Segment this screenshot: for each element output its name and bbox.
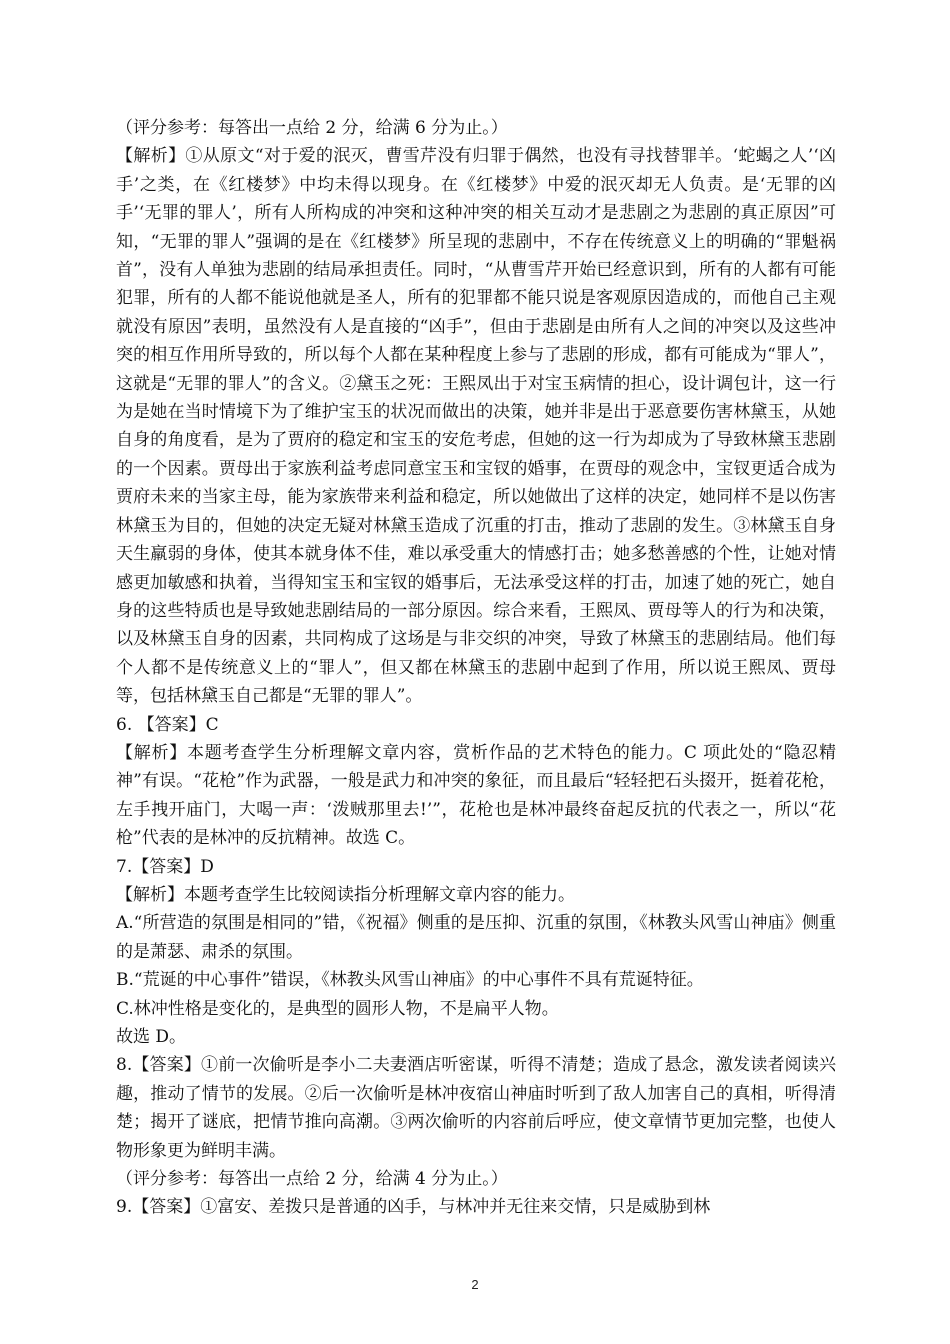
page-number: 2: [471, 1277, 479, 1292]
analysis-q7-option-b: B.“荒诞的中心事件”错误，《林教头风雪山神庙》的中心事件不具有荒诞特征。: [116, 970, 704, 991]
answer-q8: 8.【答案】①前一次偷听是李小二夫妻酒店听密谋，听得不清楚；造成了悬念，激发读者阅读兴趣，推动了情节的发展。②后一次偷听是林冲夜宿山神庙时听到了敌人加害自己的真相，听得清楚；揭开了谜底，把情节推向高潮。③两次偷听的内容前后呼应，使文章情节更加完整，也使人物形象更为鲜明丰满。: [116, 1055, 836, 1161]
answer-q7: 7.【答案】D: [116, 856, 214, 877]
document-body: [116, 114, 836, 1222]
scoring-note-q8: （评分参考：每答出一点给 2 分，给满 4 分为止。）: [116, 1169, 508, 1190]
analysis-q6: 【解析】本题考查学生分析理解文章内容，赏析作品的艺术特色的能力。C 项此处的“隐忍精神”有误。“花枪”作为武器，一般是武力和冲突的象征，而且最后“轻轻把石头掇开，挺着花枪，左手拽开庙门，大喝一声：‘泼贼那里去!’”，花枪也是林冲最终奋起反抗的代表之一，所以“花枪”代表的是林冲的反抗精神。故选 C。: [116, 742, 836, 849]
conclusion-q7: 故选 D。: [116, 1027, 187, 1047]
analysis-q5: 【解析】①从原文“对于爱的泯灭，曹雪芹没有归罪于偶然，也没有寻找替罪羊。‘蛇蝎之人’‘凶手’之类，在《红楼梦》中均未得以现身。在《红楼梦》中爱的泯灭却无人负责。是‘无罪的凶手’‘无罪的罪人’，所有人所构成的冲突和这种冲突的相关互动才是悲剧之为悲剧的真正原因”可知，“无罪的罪人”强调的是在《红楼梦》所呈现的悲剧中，不存在传统意义上的明确的“罪魁祸首”，没有人单独为悲剧的结局承担责任。同时，“从曹雪芹开始已经意识到，所有的人都有可能犯罪，所有的人都不能说他就是圣人，所有的犯罪都不能只说是客观原因造成的，而他自己主观就没有原因”表明，虽然没有人是直接的“凶手”，但由于悲剧是由所有人之间的冲突以及这些冲突的相互作用所导致的，所以每个人都在某种程度上参与了悲剧的形成，都有可能成为“罪人”，这就是“无罪的罪人”的含义。②黛玉之死：王熙凤出于对宝玉病情的担心，设计调包计，这一行为是她在当时情境下为了维护宝玉的状况而做出的决策，她并非是出于恶意要伤害林黛玉，从她自身的角度看，是为了贾府的稳定和宝玉的安危考虑，但她的这一行为却成为了导致林黛玉悲剧的一个因素。贾母出于家族利益考虑同意宝玉和宝钗的婚事，在贾母的观念中，宝钗更适合成为贾府未来的当家主母，能为家族带来利益和稳定，所以她做出了这样的决定，她同样不是以伤害林黛玉为目的，但她的决定无疑对林黛玉造成了沉重的打击，推动了悲剧的发生。③林黛玉自身天生羸弱的身体，使其本就身体不佳，难以承受重大的情感打击；她多愁善感的个性，让她对情感更加敏感和执着，当得知宝玉和宝钗的婚事后，无法承受这样的打击，加速了她的死亡，她自身的这些特质也是导致她悲剧结局的一部分原因。综合来看，王熙凤、贾母等人的行为和决策，以及林黛玉自身的因素，共同构成了这场是与非交织的冲突，导致了林黛玉的悲剧结局。他们每个人都不是传统意义上的“罪人”，但又都在林黛玉的悲剧中起到了作用，所以说王熙凤、贾母等，包括林黛玉自己都是“无罪的罪人”。: [116, 146, 836, 707]
analysis-q7-option-c: C.林冲性格是变化的，是典型的圆形人物，不是扁平人物。: [116, 998, 559, 1019]
answer-q6: 6. 【答案】C: [116, 714, 219, 735]
answer-q9: 9.【答案】①富安、差拨只是普通的凶手，与林冲并无往来交情，只是威胁到林: [116, 1197, 711, 1218]
scoring-note-q5: （评分参考：每答出一点给 2 分，给满 6 分为止。）: [116, 118, 508, 138]
analysis-q7: 【解析】本题考查学生比较阅读指分析理解文章内容的能力。: [116, 884, 575, 905]
analysis-q7-option-a: A.“所营造的氛围是相同的”错，《祝福》侧重的是压抑、沉重的氛围，《林教头风雪山神庙》侧重的是萧瑟、肃杀的氛围。: [116, 913, 836, 962]
